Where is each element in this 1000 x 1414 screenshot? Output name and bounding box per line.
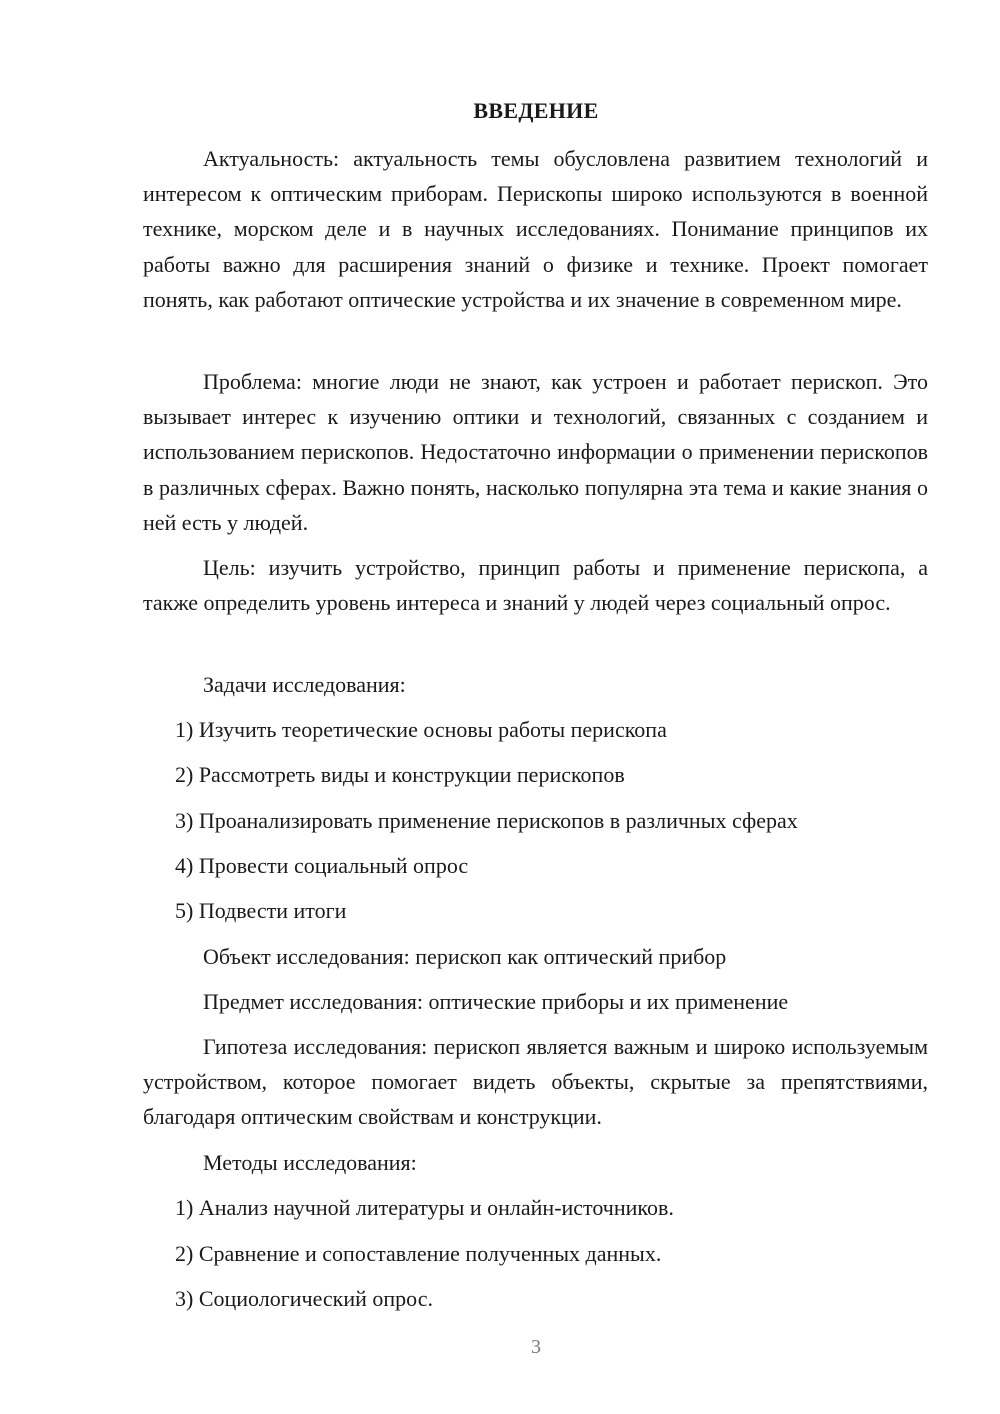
method-item: 2) Сравнение и сопоставление полученных данных. — [175, 1241, 662, 1266]
problem-paragraph: Проблема: многие люди не знают, как устроен и работает перископ. Это вызывает интерес к изучению оптики и технологий, связанных с созданием и использованием перископов. Недостаточно информации о применении перископов в различных сферах. Важно понять, насколько популярна эта тема и какие знания о ней есть у людей. — [143, 369, 928, 535]
object-line: Объект исследования: перископ как оптический прибор — [203, 944, 727, 969]
task-item: 5) Подвести итоги — [175, 898, 347, 923]
relevance-paragraph: Актуальность: актуальность темы обусловлена развитием технологий и интересом к оптическим приборам. Перископы широко используются в военной технике, морском деле и в научных исследованиях. Понимание принципов их работы важно для расширения знаний о физике и технике. Проект помогает понять, как работают оптические устройства и их значение в современном мире. — [143, 146, 928, 312]
hypothesis-paragraph: Гипотеза исследования: перископ является важным и широко используемым устройством, которое помогает видеть объекты, скрытые за препятствиями, благодаря оптическим свойствам и конструкции. — [143, 1034, 928, 1130]
task-item: 1) Изучить теоретические основы работы перископа — [175, 717, 667, 742]
subject-line: Предмет исследования: оптические приборы и их применение — [203, 989, 789, 1014]
task-item: 4) Провести социальный опрос — [175, 853, 469, 878]
methods-heading: Методы исследования: — [203, 1150, 417, 1175]
tasks-heading: Задачи исследования: — [203, 672, 406, 697]
task-item: 3) Проанализировать применение перископов в различных сферах — [175, 808, 798, 833]
task-item: 2) Рассмотреть виды и конструкции перископов — [175, 762, 625, 787]
method-item: 3) Социологический опрос. — [175, 1286, 433, 1311]
goal-paragraph: Цель: изучить устройство, принцип работы и применение перископа, а также определить уровень интереса и знаний у людей через социальный опрос. — [143, 555, 928, 616]
page-number: 3 — [531, 1336, 541, 1358]
method-item: 1) Анализ научной литературы и онлайн-источников. — [175, 1195, 674, 1220]
page-title: ВВЕДЕНИЕ — [473, 98, 599, 123]
